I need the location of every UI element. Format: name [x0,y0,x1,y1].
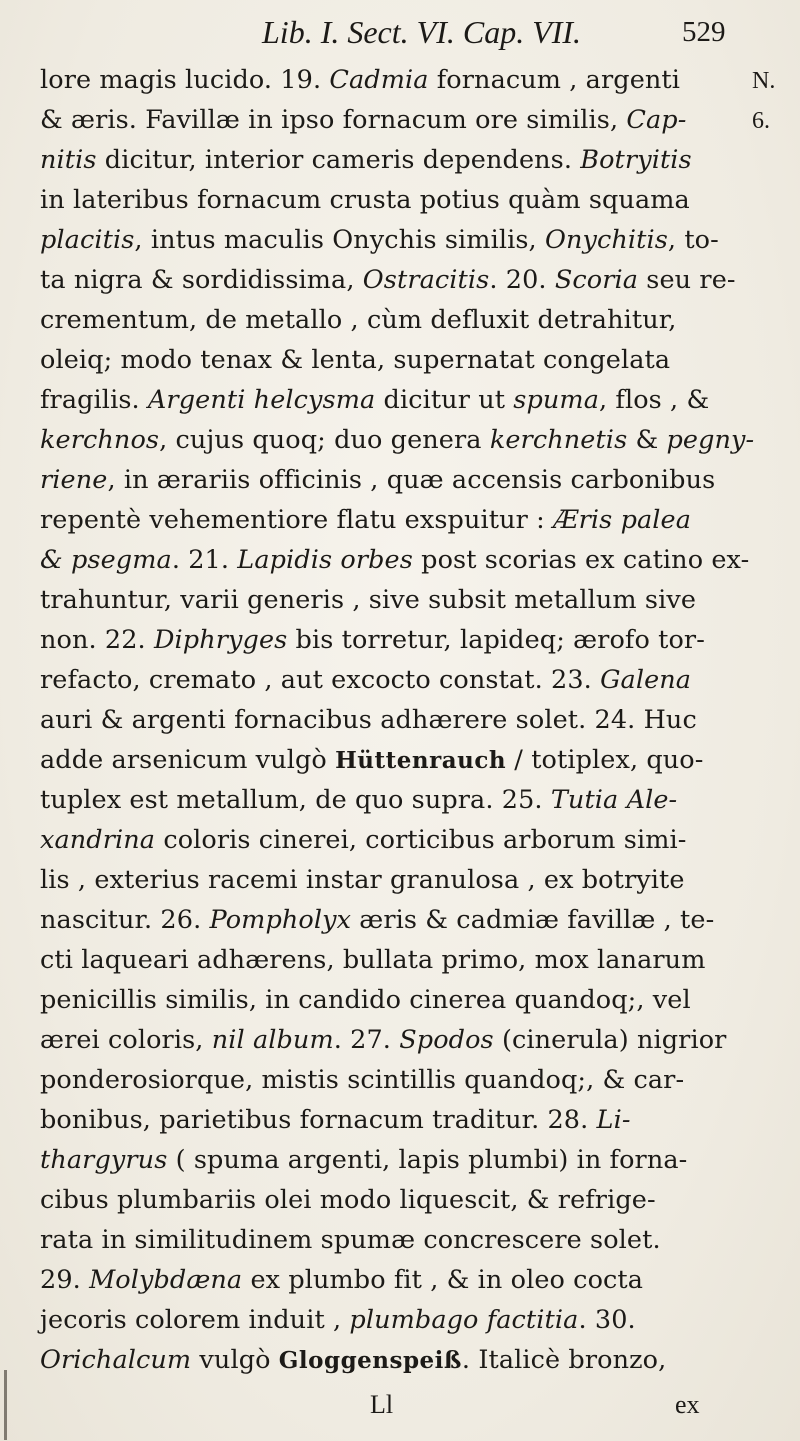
text-line [40,220,730,260]
text-run: æris & cadmiæ favillæ , te- [351,905,715,935]
text-line [40,1340,730,1380]
italic-term: nitis [40,145,97,175]
text-line [40,980,730,1020]
text-run: in lateribus fornacum crusta potius quàm squama [40,185,690,215]
text-run: nascitur. 26. [40,905,210,935]
text-line [40,1180,730,1220]
italic-term: Æris palea [553,505,692,535]
text-run: / totiplex, quo- [506,745,704,775]
text-line [40,860,730,900]
italic-term: Lapidis orbes [237,545,413,575]
running-title: Lib. I. Sect. VI. Cap. VII. [262,14,582,50]
text-line [40,100,730,140]
text-run: , in ærariis officinis , quæ accensis carbonibus [107,465,716,495]
italic-term: placitis [40,225,135,255]
text-run: repentè vehementiore flatu exspuitur : [40,505,554,535]
text-run: seu re- [638,265,736,295]
text-run: 29. [40,1265,90,1295]
text-run: dicitur ut [375,385,514,415]
text-run: bis torretur, lapideq; ærofo tor- [287,625,705,655]
italic-term: Argenti helcysma [147,385,376,415]
text-run: , cujus quoq; duo genera [159,425,490,455]
text-run: coloris cinerei, corticibus arborum simi- [155,825,687,855]
text-line [40,1060,730,1100]
blackletter-term: Gloggenspeiß [278,1347,462,1374]
text-line [40,1220,730,1260]
text-run: . 27. [333,1025,400,1055]
text-line [40,620,730,660]
italic-term: nil album [211,1025,334,1055]
italic-term: Scoria [554,265,639,295]
text-run: rata in similitudinem spumæ concrescere solet. [40,1225,661,1255]
text-line [40,340,730,380]
text-run: ærei coloris, [40,1025,212,1055]
text-run: . 20. [489,265,555,295]
margin-note-2: 6. [752,108,770,134]
text-line [40,300,730,340]
text-run: lore magis lucido. 19. [40,65,330,95]
page-number: 529 [682,16,726,48]
page-header [0,14,800,64]
margin-note-1: N. [752,68,776,94]
text-line [40,420,755,460]
catchword: ex [675,1390,700,1419]
text-line [40,780,730,820]
text-line [40,180,730,220]
text-run: vulgò [191,1345,279,1375]
text-line [40,820,730,860]
italic-term: spuma [513,385,599,415]
text-line [40,580,730,620]
text-run: & [627,425,667,455]
page-edge-mark [4,1370,7,1440]
signature-mark: Ll [370,1390,394,1419]
text-run: crementum, de metallo , cùm defluxit detrahitur, [40,305,677,335]
text-line [40,700,730,740]
text-run: jecoris colorem induit , [40,1305,350,1335]
italic-term: Tutia Ale- [550,785,678,815]
blackletter-term: Hüttenrauch [335,747,507,774]
text-run: , flos , & [599,385,710,415]
italic-term: & psegma [40,545,172,575]
italic-term: Cadmia [329,65,429,95]
italic-term: Cap- [626,105,687,135]
italic-term: kerchnos [40,425,160,455]
text-run: cti laqueari adhærens, bullata primo, mox lanarum [40,945,706,975]
text-run: . Italicè bronzo, [461,1345,667,1375]
body-text [40,60,755,1380]
italic-term: Galena [600,665,692,695]
text-run: fornacum , argenti [428,65,681,95]
text-run: tuplex est metallum, de quo supra. 25. [40,785,551,815]
text-line [40,540,750,580]
text-run: . 21. [171,545,238,575]
text-line [40,1260,730,1300]
text-run: oleiq; modo tenax & lenta, supernatat congelata [40,345,671,375]
text-line [40,1100,730,1140]
text-run: adde arsenicum vulgò [40,745,336,775]
italic-term: Ostracitis [362,265,490,295]
italic-term: kerchnetis [489,425,628,455]
text-run: fragilis. [40,385,148,415]
text-line [40,140,730,180]
italic-term: xandrina [40,825,156,855]
italic-term: Botryitis [580,145,692,175]
text-line [40,740,730,780]
text-run: non. 22. [40,625,154,655]
text-run: bonibus, parietibus fornacum traditur. 28. [40,1105,597,1135]
text-run: & æris. Favillæ in ipso fornacum ore similis, [40,105,627,135]
italic-term: Li- [596,1105,631,1135]
text-run: ponderosiorque, mistis scintillis quandoq;, & car- [40,1065,685,1095]
italic-term: riene [40,465,108,495]
text-run: , intus maculis Onychis similis, [134,225,545,255]
text-run: . 30. [578,1305,636,1335]
page-footer [0,1390,800,1430]
italic-term: Orichalcum [40,1345,192,1375]
italic-term: plumbago factitia [349,1305,579,1335]
text-line [40,1300,730,1340]
text-run: ex plumbo fit , & in oleo cocta [242,1265,644,1295]
text-run: cibus plumbariis olei modo liquescit, & refrige- [40,1185,656,1215]
italic-term: pegny- [666,425,755,455]
text-line [40,660,730,700]
text-run: penicillis similis, in candido cinerea quandoq;, vel [40,985,691,1015]
text-line [40,1140,730,1180]
italic-term: Pompholyx [209,905,352,935]
text-line [40,1020,730,1060]
italic-term: Spodos [399,1025,494,1055]
text-line [40,460,730,500]
text-run: auri & argenti fornacibus adhærere solet. 24. Huc [40,705,697,735]
text-line [40,60,730,100]
text-run: , to- [667,225,719,255]
text-run: post scorias ex catino ex- [412,545,750,575]
text-line [40,940,730,980]
text-run: dicitur, interior cameris dependens. [96,145,581,175]
italic-term: Molybdæna [89,1265,243,1295]
text-run: lis , exterius racemi instar granulosa , ex botryite [40,865,685,895]
italic-term: Onychitis [544,225,668,255]
text-run: trahuntur, varii generis , sive subsit metallum sive [40,585,697,615]
text-run: ta nigra & sordidissima, [40,265,363,295]
text-line [40,380,730,420]
text-line [40,260,736,300]
text-run: (cinerula) nigrior [493,1025,727,1055]
italic-term: thargyrus [40,1145,168,1175]
italic-term: Diphryges [153,625,288,655]
text-line [40,900,730,940]
text-run: ( spuma argenti, lapis plumbi) in forna- [167,1145,688,1175]
text-run: refacto, cremato , aut excocto constat. 23. [40,665,601,695]
text-line [40,500,730,540]
